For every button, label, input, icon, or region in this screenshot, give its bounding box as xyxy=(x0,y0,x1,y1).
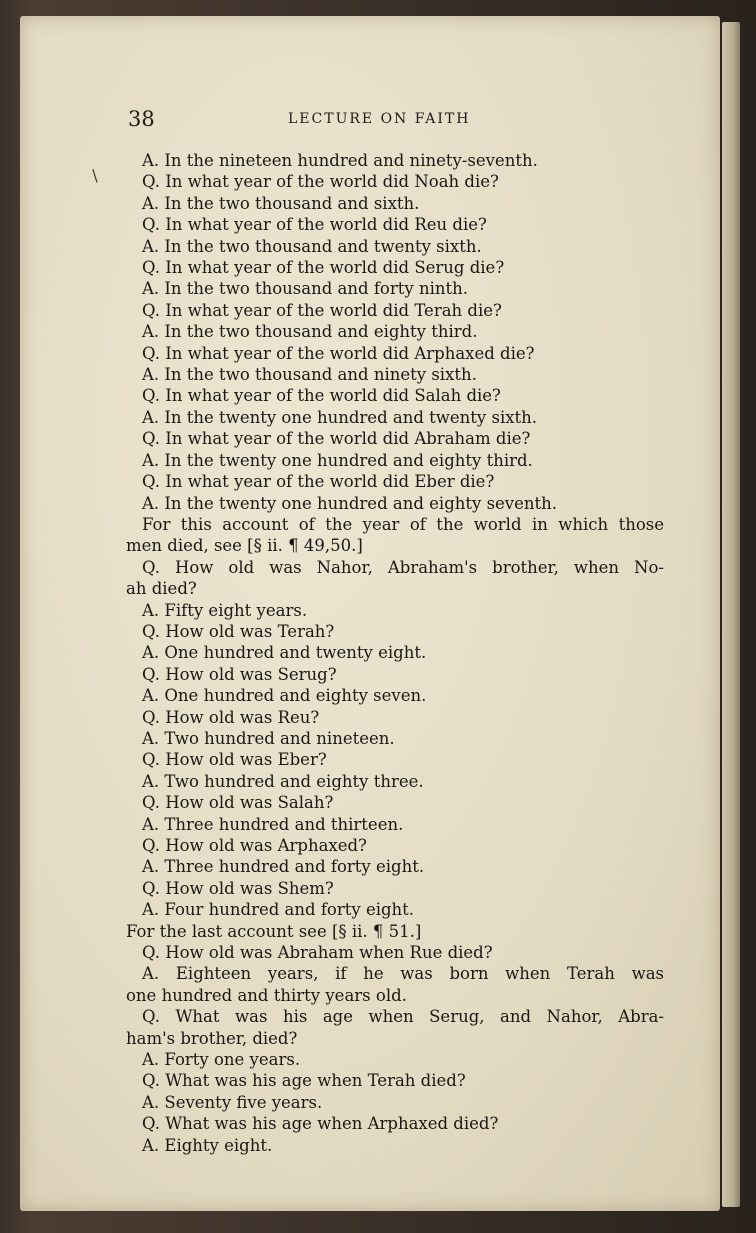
text-line: For the last account see [§ ii. ¶ 51.] xyxy=(126,921,422,941)
text-line: A. In the two thousand and eighty third. xyxy=(142,322,478,342)
text-line: A. Two hundred and eighty three. xyxy=(142,771,424,791)
text-line: A. Fifty eight years. xyxy=(142,600,308,620)
text-line: Q. How old was Serug? xyxy=(142,664,337,684)
text-line: Q. What was his age when Arphaxed died? xyxy=(142,1114,499,1134)
text-line: Q. How old was Arphaxed? xyxy=(142,836,367,855)
text-line: A. In the two thousand and forty ninth. xyxy=(142,279,468,299)
text-line: Q. How old was Eber? xyxy=(142,750,327,770)
pencil-mark: / xyxy=(87,166,103,185)
text-line: Q. What was his age when Serug, and Nahor, Abra- xyxy=(142,1007,664,1027)
text-line: A. One hundred and eighty seven. xyxy=(142,686,427,706)
text-line: Q. How old was Abraham when Rue died? xyxy=(142,943,493,963)
text-line: A. Eighteen years, if he was born when Terah was xyxy=(142,964,664,984)
text-line: For this account of the year of the world in which those xyxy=(142,514,664,534)
text-line: Q. In what year of the world did Reu die? xyxy=(142,215,487,235)
text-line: A. In the two thousand and ninety sixth. xyxy=(142,365,477,385)
text-line: A. Forty one years. xyxy=(142,1050,301,1070)
text-line: Q. In what year of the world did Salah die? xyxy=(142,386,501,406)
text-line: A. One hundred and twenty eight. xyxy=(142,643,427,663)
text-line: Q. How old was Reu? xyxy=(142,707,320,727)
text-line: A. In the nineteen hundred and ninety-seventh. xyxy=(142,151,538,170)
text-line: Q. In what year of the world did Arphaxed die? xyxy=(142,343,535,363)
text-line: A. Eighty eight. xyxy=(142,1135,273,1155)
text-line: A. Four hundred and forty eight. xyxy=(142,900,415,920)
text-line: A. Two hundred and nineteen. xyxy=(142,728,395,748)
text-line: A. In the twenty one hundred and twenty sixth. xyxy=(142,407,538,427)
text-line: Q. What was his age when Terah died? xyxy=(142,1071,466,1091)
text-line: Q. In what year of the world did Abraham die? xyxy=(142,429,531,449)
text-line: A. In the two thousand and twenty sixth. xyxy=(142,236,482,256)
running-head: LECTURE ON FAITH xyxy=(288,111,471,127)
page-edge xyxy=(722,22,740,1207)
text-line: men died, see [§ ii. ¶ 49,50.] xyxy=(126,536,363,556)
text-line: one hundred and thirty years old. xyxy=(126,985,407,1005)
text-line: Q. In what year of the world did Noah die? xyxy=(142,172,499,192)
text-line: ham's brother, died? xyxy=(126,1028,298,1048)
text-line: A. Three hundred and thirteen. xyxy=(142,814,404,834)
text-line: Q. How old was Shem? xyxy=(142,878,334,898)
text-line: Q. How old was Salah? xyxy=(142,793,334,813)
text-line: A. Three hundred and forty eight. xyxy=(142,857,425,877)
text-line: Q. How old was Terah? xyxy=(142,621,335,641)
text-line: Q. How old was Nahor, Abraham's brother, when No- xyxy=(142,557,664,577)
text-line: A. In the twenty one hundred and eighty third. xyxy=(142,450,533,470)
text-line: Q. In what year of the world did Serug die? xyxy=(142,258,505,278)
page-text xyxy=(126,150,664,1156)
text-line: A. In the twenty one hundred and eighty seventh. xyxy=(142,493,558,513)
text-line: Q. In what year of the world did Eber die? xyxy=(142,472,495,492)
text-line: Q. In what year of the world did Terah die? xyxy=(142,300,502,320)
text-line: A. Seventy five years. xyxy=(142,1092,323,1112)
text-line: ah died? xyxy=(126,579,197,599)
page-header xyxy=(128,107,548,133)
text-line: A. In the two thousand and sixth. xyxy=(142,193,420,213)
page-number: 38 xyxy=(128,107,155,131)
